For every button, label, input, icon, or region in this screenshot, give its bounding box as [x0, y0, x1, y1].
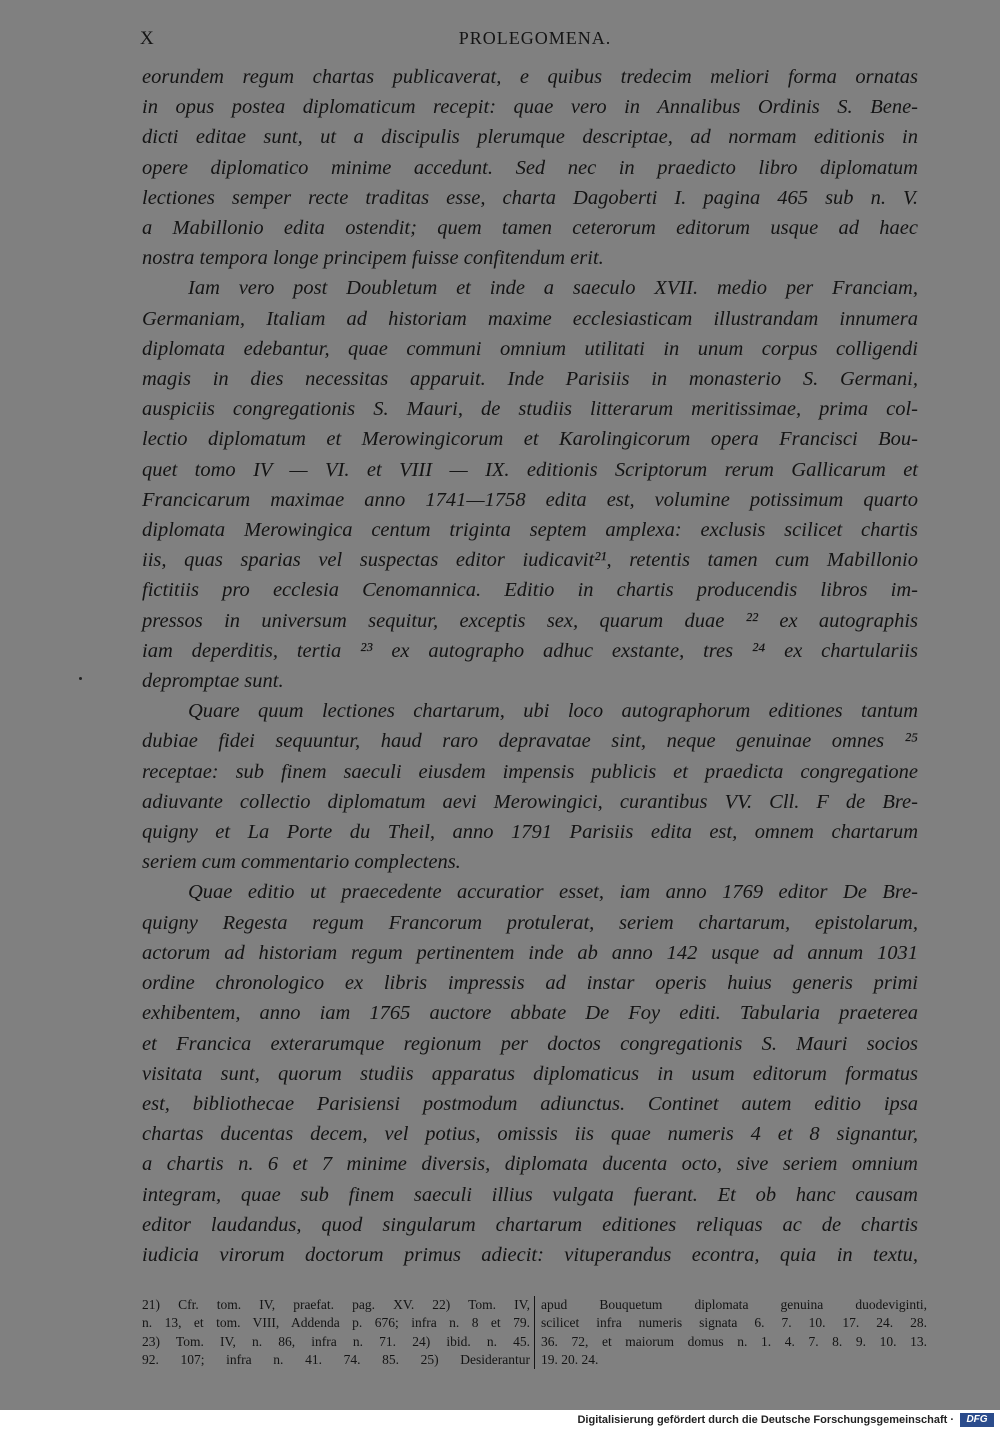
text-line: dubiae fidei sequuntur, haud raro depravatae sint, neque genuinae omnes ²⁵: [142, 730, 918, 753]
text-line: iis, quas sparias vel suspectas editor iudicavit²¹, retentis tamen cum Mabillonio: [142, 549, 918, 572]
text-line: Quare quum lectiones chartarum, ubi loco autographorum editiones tantum: [188, 700, 918, 723]
text-line: pressos in universum sequitur, exceptis sex, quarum duae ²² ex autographis: [142, 609, 918, 632]
text-line: Iam vero post Doubletum et inde a saeculo XVII. medio per Franciam,: [188, 277, 918, 300]
text-line: seriem cum commentario complectens.: [142, 851, 461, 874]
text-line: in opus postea diplomaticum recepit: quae vero in Annalibus Ordinis S. Bene-: [142, 96, 918, 119]
body-text: [142, 62, 918, 1270]
text-line: exhibentem, anno iam 1765 auctore abbate De Foy editi. Tabularia praeterea: [142, 1002, 918, 1025]
text-line: nostra tempora longe principem fuisse confitendum erit.: [142, 247, 604, 270]
footnote-line: 21) Cfr. tom. IV, praefat. pag. XV. 22) Tom. IV,: [142, 1297, 530, 1312]
footnotes: [142, 1296, 932, 1369]
text-line: diplomata edebantur, quae communi omnium utilitati in unum corpus colligendi: [142, 337, 918, 360]
text-line: fictitiis pro ecclesia Cenomannica. Editio in chartis producendis libros im-: [142, 579, 918, 602]
text-line: est, bibliothecae Parisiensi postmodum adiunctus. Continet autem editio ipsa: [142, 1092, 918, 1115]
text-line: a chartis n. 6 et 7 minime diversis, diplomata ducenta octo, sive seriem omnium: [142, 1153, 918, 1176]
text-line: Francicarum maximae anno 1741—1758 edita est, volumine potissimum quarto: [142, 488, 918, 511]
dfg-logo: DFG: [960, 1413, 994, 1427]
text-line: lectiones semper recte traditas esse, charta Dagoberti I. pagina 465 sub n. V.: [142, 186, 918, 209]
footnotes-left-column: [142, 1296, 530, 1369]
text-line: iudicia virorum doctorum primus adiecit: vituperandus econtra, quia in textu,: [142, 1243, 918, 1266]
text-line: a Mabillonio edita ostendit; quem tamen ceterorum editorum usque ad haec: [142, 217, 918, 240]
text-line: quet tomo IV — VI. et VIII — IX. editionis Scriptorum rerum Gallicarum et: [142, 458, 918, 481]
text-line: Germaniam, Italiam ad historiam maxime ecclesiasticam illustrandam innumera: [142, 307, 918, 330]
scan-speck: [79, 677, 82, 680]
text-line: et Francica exterarumque regionum per doctos congregationis S. Mauri socios: [142, 1032, 918, 1055]
funding-footer: [0, 1410, 1000, 1430]
text-line: eorundem regum chartas publicaverat, e quibus tredecim meliori forma ornatas: [142, 66, 918, 88]
text-line: lectio diplomatum et Merowingicorum et Karolingicorum opera Francisci Bou-: [142, 428, 918, 451]
footnote-line: 92. 107; infra n. 41. 74. 85. 25) Desiderantur: [142, 1351, 530, 1367]
text-line: quigny et La Porte du Theil, anno 1791 Parisiis edita est, omnem chartarum: [142, 821, 918, 844]
footnotes-right-column: [541, 1296, 927, 1369]
text-line: Quae editio ut praecedente accuratior esset, iam anno 1769 editor De Bre-: [188, 881, 918, 904]
text-line: iam deperditis, tertia ²³ ex autographo adhuc exstante, tres ²⁴ ex chartulariis: [142, 639, 918, 662]
text-line: quigny Regesta regum Francorum protulerat, seriem chartarum, epistolarum,: [142, 911, 918, 934]
text-line: receptae: sub finem saeculi eiusdem impensis publicis et praedicta congregatione: [142, 760, 918, 783]
text-line: adiuvante collectio diplomatum aevi Merowingici, curantibus VV. Cll. F de Bre-: [142, 790, 918, 813]
footnote-line: n. 13, et tom. VIII, Addenda p. 676; infra n. 8 et 79.: [142, 1315, 530, 1331]
footnote-line: 36. 72, et maiorum domus n. 1. 4. 7. 8. 9. 10. 13.: [541, 1333, 927, 1349]
text-line: dicti editae sunt, ut a discipulis plerumque descriptae, ad normam editionis in: [142, 126, 918, 149]
text-line: depromptae sunt.: [142, 670, 284, 693]
text-line: opere diplomatico minime accedunt. Sed nec in praedicto libro diplomatum: [142, 156, 918, 179]
text-line: editor laudandus, quod singularum chartarum editiones reliquas ac de chartis: [142, 1213, 918, 1236]
funding-text: Digitalisierung gefördert durch die Deutsche Forschungsgemeinschaft ·: [577, 1414, 954, 1426]
text-line: magis in dies necessitas apparuit. Inde Parisiis in monasterio S. Germani,: [142, 368, 918, 391]
footnote-line: scilicet infra numeris signata 6. 7. 10. 17. 24. 28.: [541, 1315, 927, 1331]
footnote-line: 23) Tom. IV, n. 86, infra n. 71. 24) ibid. n. 45.: [142, 1333, 530, 1349]
running-title: PROLEGOMENA.: [458, 28, 612, 48]
text-line: visitata sunt, quorum studiis apparatus diplomaticus in usum editorum formatus: [142, 1062, 918, 1085]
text-line: diplomata Merowingica centum triginta septem amplexa: exclusis scilicet chartis: [142, 519, 918, 542]
text-line: chartas ducentas decem, vel potius, omissis iis quae numeris 4 et 8 signantur,: [142, 1123, 918, 1146]
text-line: auspiciis congregationis S. Mauri, de studiis litterarum meritissimae, prima col-: [142, 398, 918, 421]
text-line: ordine chronologico ex libris impressis ad instar operis huius generis primi: [142, 972, 918, 995]
footnote-line: apud Bouquetum diplomata genuina duodeviginti,: [541, 1297, 927, 1312]
footnote-divider: [534, 1296, 535, 1369]
text-line: actorum ad historiam regum pertinentem inde ab anno 142 usque ad annum 1031: [142, 941, 918, 964]
footnote-line: 19. 20. 24.: [541, 1351, 599, 1367]
text-line: integram, quae sub finem saeculi illius vulgata fuerant. Et ob hanc causam: [142, 1183, 918, 1206]
page-number: X: [140, 28, 154, 49]
